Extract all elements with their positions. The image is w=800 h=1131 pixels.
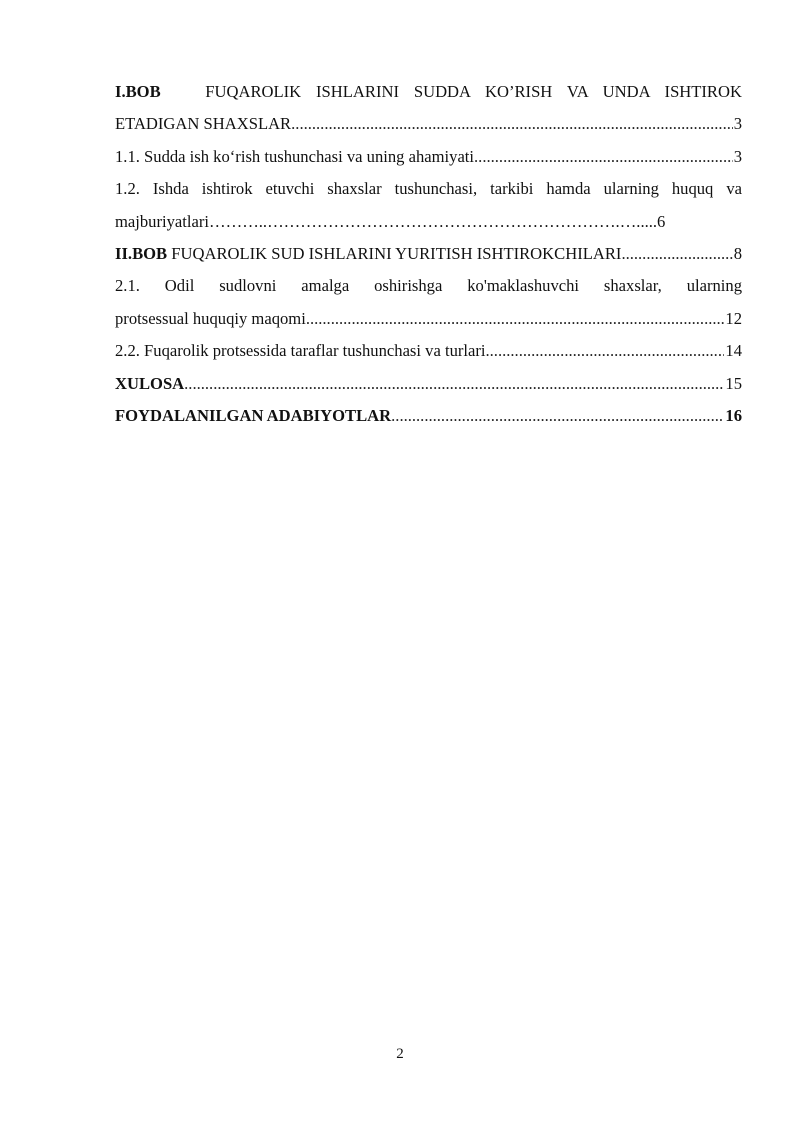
chapter-1-page: 3 [733,114,742,134]
toc-entry-section-1-1 [115,141,742,173]
toc-entry-section-2-2 [115,335,742,367]
references-title: FOYDALANILGAN ADABIYOTLAR [115,405,392,425]
section-1-1-page: 3 [733,146,742,166]
dot-leader [486,335,725,367]
toc-entry-chapter-1-line-2 [115,108,742,140]
section-2-1-title-line-2: protsessual huquqiy maqomi [115,308,306,328]
toc-entry-chapter-2 [115,238,742,270]
dot-leader [474,141,733,173]
section-1-1-title: 1.1. Sudda ish ko‘rish tushunchasi va uning ahamiyati [115,146,475,166]
section-2-2-page: 14 [725,341,742,361]
section-1-2-page: 6 [657,211,666,231]
conclusion-title: XULOSA [115,373,185,393]
toc-entry-chapter-1-line-1 [115,76,742,108]
toc-entry-section-1-2-line-1 [115,173,742,205]
section-1-2-title-line-2: majburiyatlari [115,211,209,231]
chapter-1-label: I.BOB [115,82,161,101]
conclusion-page: 15 [725,373,742,393]
table-of-contents [115,76,742,432]
toc-entry-section-2-1-line-1 [115,270,742,302]
dot-leader [306,303,725,335]
chapter-1-title-line-2: ETADIGAN SHAXSLAR [115,114,292,134]
toc-entry-references [115,400,742,432]
section-1-2-title-line-1: 1.2. Ishda ishtirok etuvchi shaxslar tushunchasi, tarkibi hamda ularning huquq va [115,179,742,199]
toc-entry-section-2-1-line-2 [115,303,742,335]
dot-leader [184,368,724,400]
chapter-2-title: FUQAROLIK SUD ISHLARINI YURITISH ISHTIROKCHILARI [171,243,622,263]
chapter-2-page: 8 [733,243,742,263]
dot-leader [621,238,732,270]
toc-entry-conclusion [115,368,742,400]
dot-leader [291,108,733,140]
page-number: 2 [396,1046,404,1062]
section-1-2-leader: ………..……………………………………………………….…..... [209,211,658,231]
dot-leader [391,400,724,432]
section-2-1-title-line-1: 2.1. Odil sudlovni amalga oshirishga ko'maklashuvchi shaxslar, ularning [115,276,742,296]
chapter-2-heading [115,238,621,270]
chapter-2-label: II.BOB [115,243,168,263]
toc-entry-section-1-2-line-2 [115,206,742,238]
chapter-1-title-line-1: FUQAROLIK ISHLARINI SUDDA KO’RISH VA UNDA ISHTIROK [205,82,742,101]
section-2-2-title: 2.2. Fuqarolik protsessida taraflar tushunchasi va turlari [115,341,486,361]
references-page: 16 [725,405,742,425]
section-2-1-page: 12 [725,308,742,328]
